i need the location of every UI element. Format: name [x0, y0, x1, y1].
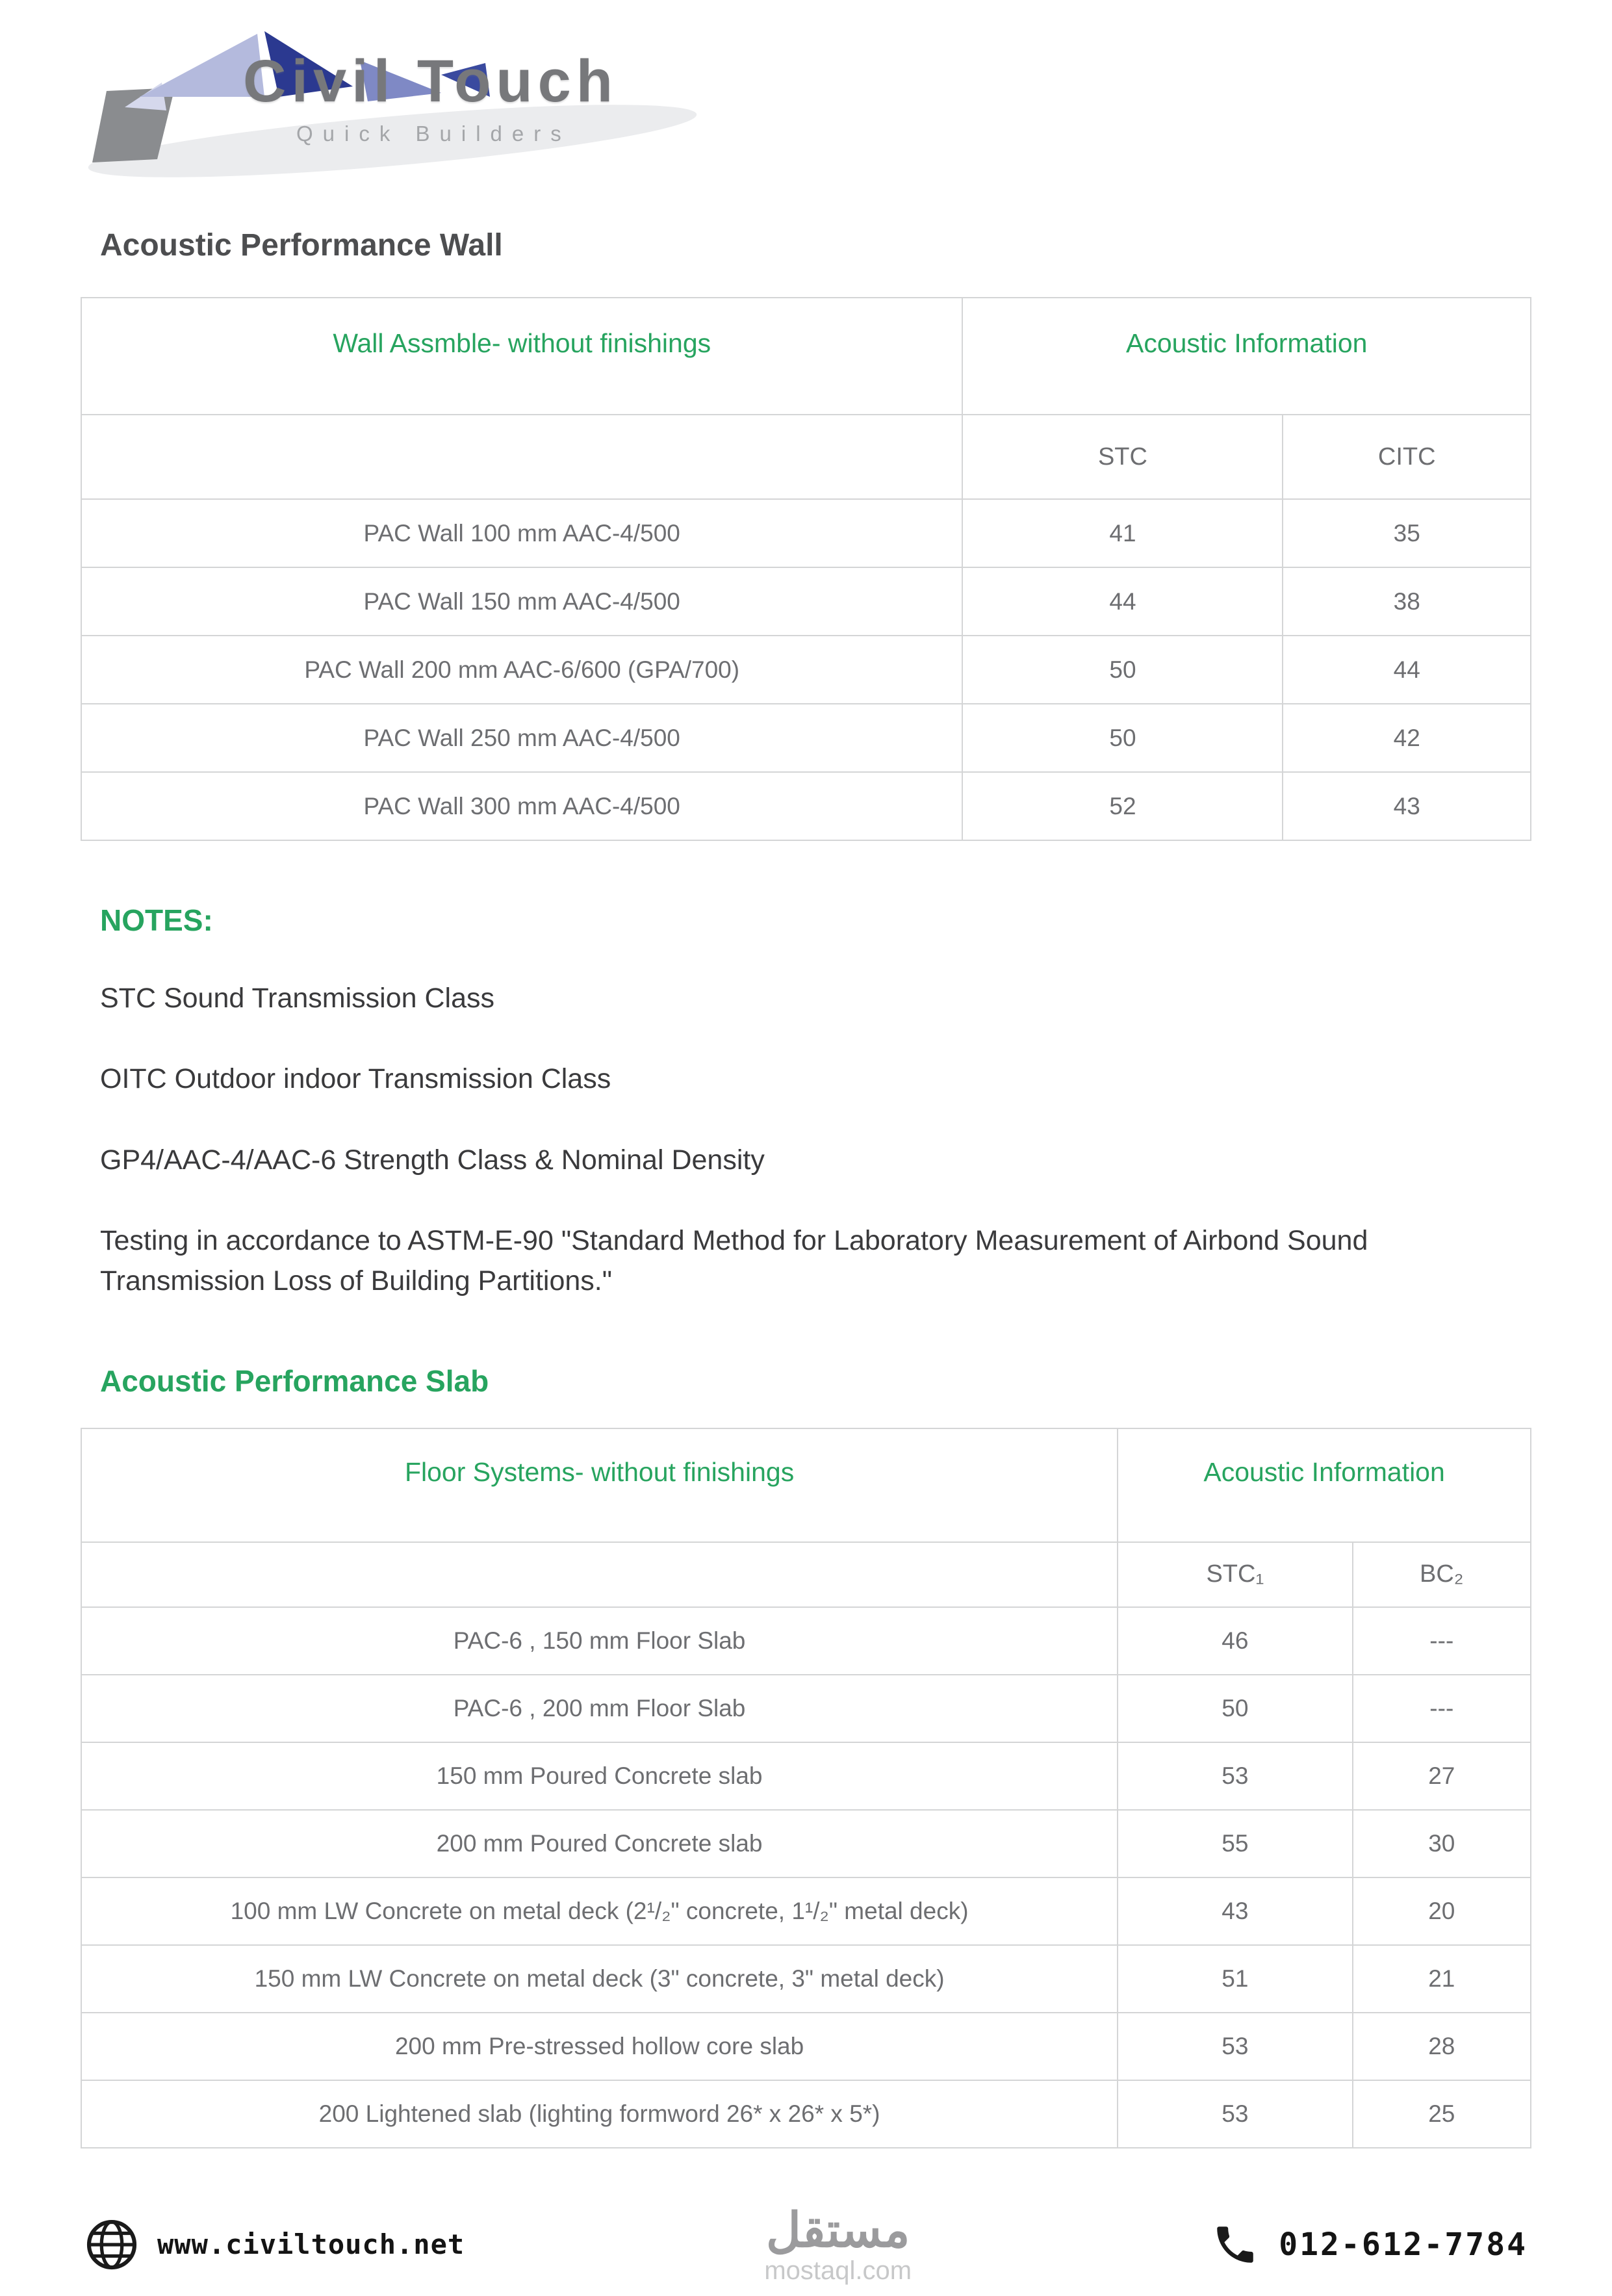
slab-table-row: [81, 2080, 1531, 2148]
wall-row-label: PAC Wall 300 mm AAC-4/500: [81, 772, 962, 840]
wall-subheader-stc: STC: [962, 415, 1283, 499]
slab-row-label: 200 mm Poured Concrete slab: [81, 1810, 1118, 1877]
watermark-arabic-text: مستقل: [765, 2203, 910, 2257]
wall-table-row: [81, 636, 1531, 704]
wall-row-label: PAC Wall 200 mm AAC-6/600 (GPA/700): [81, 636, 962, 704]
wall-subheader-empty-cell: [81, 415, 962, 499]
wall-acoustic-table: [81, 297, 1531, 841]
slab-row-bc: 27: [1353, 1742, 1531, 1810]
slab-row-stc: 53: [1118, 2080, 1352, 2148]
slab-row-label: 150 mm Poured Concrete slab: [81, 1742, 1118, 1810]
wall-row-label: PAC Wall 150 mm AAC-4/500: [81, 567, 962, 636]
note-line-strength: GP4/AAC-4/AAC-6 Strength Class & Nominal Density: [100, 1144, 765, 1176]
slab-table-row: [81, 1945, 1531, 2013]
slab-table-row: [81, 2013, 1531, 2080]
wall-row-stc: 50: [962, 636, 1283, 704]
note-line-oitc: OITC Outdoor indoor Transmission Class: [100, 1063, 611, 1095]
slab-col2-header: Acoustic Information: [1118, 1428, 1531, 1542]
phone-icon: [1211, 2221, 1259, 2269]
wall-section-heading: Acoustic Performance Wall: [100, 228, 503, 263]
logo-title: Civil Touch: [243, 48, 618, 114]
slab-row-stc: 53: [1118, 1742, 1352, 1810]
slab-row-bc: 20: [1353, 1877, 1531, 1945]
wall-table-row: [81, 704, 1531, 772]
slab-table-header-row: [81, 1428, 1531, 1542]
slab-row-label: 200 Lightened slab (lighting formword 26* x 26* x 5*): [81, 2080, 1118, 2148]
slab-row-label: PAC-6 , 150 mm Floor Slab: [81, 1607, 1118, 1675]
watermark: [764, 2205, 912, 2284]
wall-table-row: [81, 499, 1531, 567]
slab-col1-header: Floor Systems- without finishings: [81, 1428, 1118, 1542]
slab-table-row: [81, 1742, 1531, 1810]
slab-row-bc: 21: [1353, 1945, 1531, 2013]
footer: [0, 2205, 1612, 2284]
note-line-stc: STC Sound Transmission Class: [100, 983, 494, 1014]
slab-section-heading: Acoustic Performance Slab: [100, 1363, 489, 1398]
slab-table-row: [81, 1810, 1531, 1877]
slab-row-bc: 30: [1353, 1810, 1531, 1877]
logo-subtitle: Quick Builders: [296, 122, 571, 146]
wall-row-citc: 43: [1283, 772, 1531, 840]
slab-row-label: 200 mm Pre-stressed hollow core slab: [81, 2013, 1118, 2080]
wall-row-citc: 38: [1283, 567, 1531, 636]
wall-col1-header: Wall Assmble- without finishings: [81, 298, 962, 415]
slab-table-subheader-row: [81, 1542, 1531, 1607]
wall-row-stc: 50: [962, 704, 1283, 772]
wall-row-label: PAC Wall 250 mm AAC-4/500: [81, 704, 962, 772]
wall-row-citc: 44: [1283, 636, 1531, 704]
slab-row-bc: ---: [1353, 1675, 1531, 1742]
slab-subheader-stc: STC₁: [1118, 1542, 1352, 1607]
watermark-domain-text: mostaql.com: [764, 2256, 912, 2285]
wall-table-subheader-row: [81, 415, 1531, 499]
wall-table-row: [81, 772, 1531, 840]
slab-row-bc: 28: [1353, 2013, 1531, 2080]
slab-row-stc: 51: [1118, 1945, 1352, 2013]
wall-table-header-row: [81, 298, 1531, 415]
wall-row-label: PAC Wall 100 mm AAC-4/500: [81, 499, 962, 567]
page: [0, 16, 1612, 2148]
slab-row-stc: 55: [1118, 1810, 1352, 1877]
wall-table-row: [81, 567, 1531, 636]
notes-heading: NOTES:: [100, 903, 213, 937]
slab-row-stc: 50: [1118, 1675, 1352, 1742]
slab-row-label: PAC-6 , 200 mm Floor Slab: [81, 1675, 1118, 1742]
slab-row-stc: 46: [1118, 1607, 1352, 1675]
wall-row-stc: 44: [962, 567, 1283, 636]
globe-icon: [84, 2217, 139, 2272]
wall-row-stc: 52: [962, 772, 1283, 840]
slab-subheader-bc: BC₂: [1353, 1542, 1531, 1607]
slab-row-bc: ---: [1353, 1607, 1531, 1675]
slab-row-stc: 53: [1118, 2013, 1352, 2080]
slab-table-row: [81, 1607, 1531, 1675]
slab-row-label: 150 mm LW Concrete on metal deck (3" concrete, 3" metal deck): [81, 1945, 1118, 2013]
slab-acoustic-table: [81, 1428, 1531, 2148]
slab-subheader-empty-cell: [81, 1542, 1118, 1607]
wall-subheader-citc: CITC: [1283, 415, 1531, 499]
phone-contact: [1211, 2221, 1528, 2269]
note-line-testing: Testing in accordance to ASTM-E-90 "Standard Method for Laboratory Measurement of Airbond Sound Transmission Loss of Building Partitions.": [100, 1225, 1368, 1297]
wall-row-citc: 35: [1283, 499, 1531, 567]
wall-row-stc: 41: [962, 499, 1283, 567]
website-link[interactable]: [84, 2217, 465, 2272]
phone-number: 012-612-7784: [1279, 2226, 1528, 2263]
wall-col2-header: Acoustic Information: [962, 298, 1531, 415]
slab-row-bc: 25: [1353, 2080, 1531, 2148]
website-url[interactable]: www.civiltouch.net: [157, 2228, 465, 2261]
slab-table-row: [81, 1877, 1531, 1945]
wall-row-citc: 42: [1283, 704, 1531, 772]
slab-table-row: [81, 1675, 1531, 1742]
slab-row-label: 100 mm LW Concrete on metal deck (2¹/₂" concrete, 1¹/₂" metal deck): [81, 1877, 1118, 1945]
slab-row-stc: 43: [1118, 1877, 1352, 1945]
logo: [87, 16, 834, 192]
